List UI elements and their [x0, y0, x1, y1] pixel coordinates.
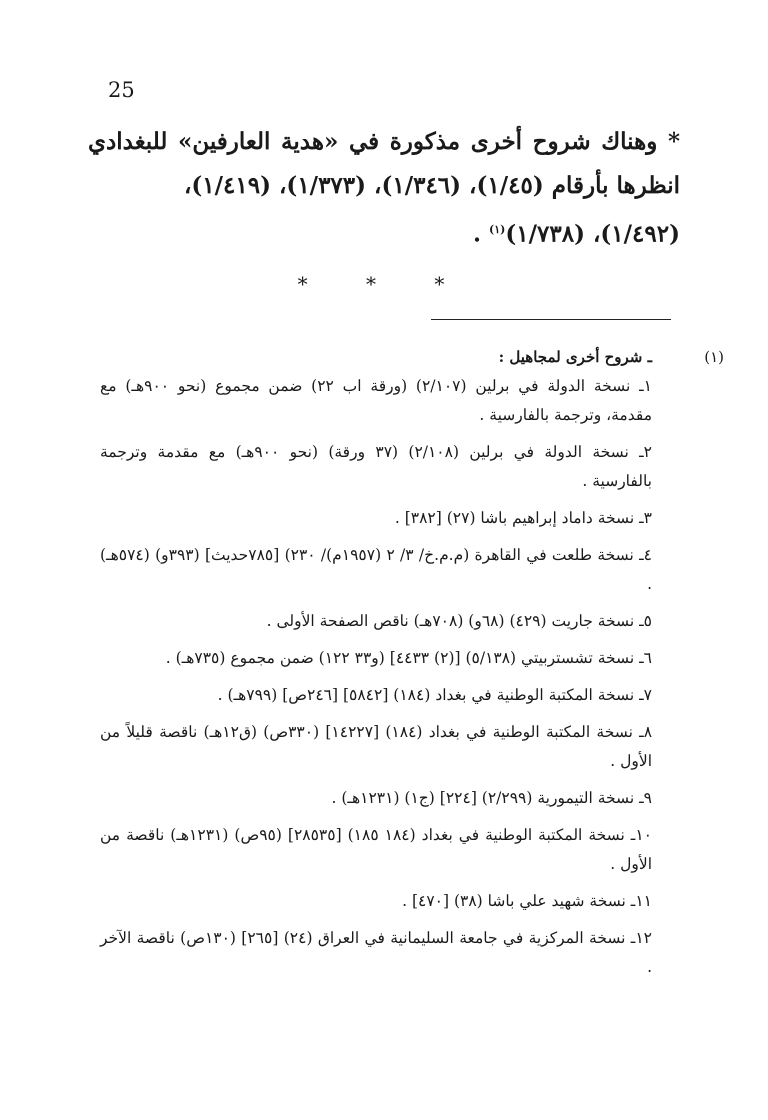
main-text-references: (١/٤٩٢)، (١/٧٣٨)	[505, 220, 680, 248]
list-item: ٥ـ نسخة جاريت (٤٢٩) (٦٨و) (٧٠٨هـ) ناقص الصفحة الأولى .	[266, 612, 652, 630]
list-item: ١ـ نسخة الدولة في برلين (٢/١٠٧) (ورقة اب ٢٢) ضمن مجموع (نحو ٩٠٠هـ) مع مقدمة، وترجمة بالفارسية .	[100, 377, 652, 424]
footnote-rule	[431, 319, 671, 320]
separator-stars: * * *	[297, 272, 471, 296]
list-item: ٤ـ نسخة طلعت في القاهرة (م.م.خ/ ٣/ ٢ (١٩٥٧م)/ ٢٣٠) [٧٨٥حديث] (٣٩٣و) (٥٧٤هـ) .	[100, 546, 652, 593]
page-number: 25	[108, 78, 135, 102]
footnote-heading	[100, 342, 724, 372]
footnotes	[100, 342, 724, 990]
list-item: ٦ـ نسخة تشستربيتي (٥/١٣٨) [(٢) ٤٤٣٣] (و٣٣ ١٢٢) ضمن مجموع (٧٣٥هـ) .	[165, 649, 652, 667]
footnote-marker: (١)	[704, 348, 724, 366]
list-item: ١٠ـ نسخة المكتبة الوطنية في بغداد (١٨٤ ١٨٥) [٢٨٥٣٥] (٩٥ص) (١٢٣١هـ) ناقصة من الأول .	[100, 826, 652, 873]
main-text-line1: * وهناك شروح أخرى مذكورة في «هدية العارفين» للبغدادي انظرها بأرقام (١/٤٥)، (١/٣٤٦)، (١/٣٧٣)، (١/٤١٩)،	[88, 128, 680, 199]
list-item: ٨ـ نسخة المكتبة الوطنية في بغداد (١٨٤) [١٤٢٢٧] (٣٣٠ص) (ق١٢هـ) ناقصة قليلاً من الأول .	[100, 723, 653, 770]
list-item: ٣ـ نسخة داماد إبراهيم باشا (٢٧) [٣٨٢] .	[394, 509, 652, 527]
list-item: ٧ـ نسخة المكتبة الوطنية في بغداد (١٨٤) [٥٨٤٢] [٢٤٦ص] (٧٩٩هـ) .	[217, 686, 652, 704]
footnote-heading-text: ـ شروح أخرى لمجاهيل :	[498, 348, 652, 366]
list-item: ١٢ـ نسخة المركزية في جامعة السليمانية في العراق (٢٤) [٢٦٥] (١٣٠ص) ناقصة الآخر .	[100, 929, 652, 976]
list-item: ٩ـ نسخة التيمورية (٢/٢٩٩) [٢٢٤] (ج١) (١٢٣١هـ) .	[331, 789, 652, 807]
main-text-end: .	[472, 220, 489, 248]
footnote-reference[interactable]: (١)	[489, 223, 506, 236]
list-item: ٢ـ نسخة الدولة في برلين (٢/١٠٨) (٣٧ ورقة) (نحو ٩٠٠هـ) مع مقدمة وترجمة بالفارسية .	[100, 443, 652, 490]
list-item: ١١ـ نسخة شهيد علي باشا (٣٨) [٤٧٠] .	[402, 892, 652, 910]
main-paragraph	[88, 120, 680, 257]
main-text-line2	[88, 208, 680, 257]
